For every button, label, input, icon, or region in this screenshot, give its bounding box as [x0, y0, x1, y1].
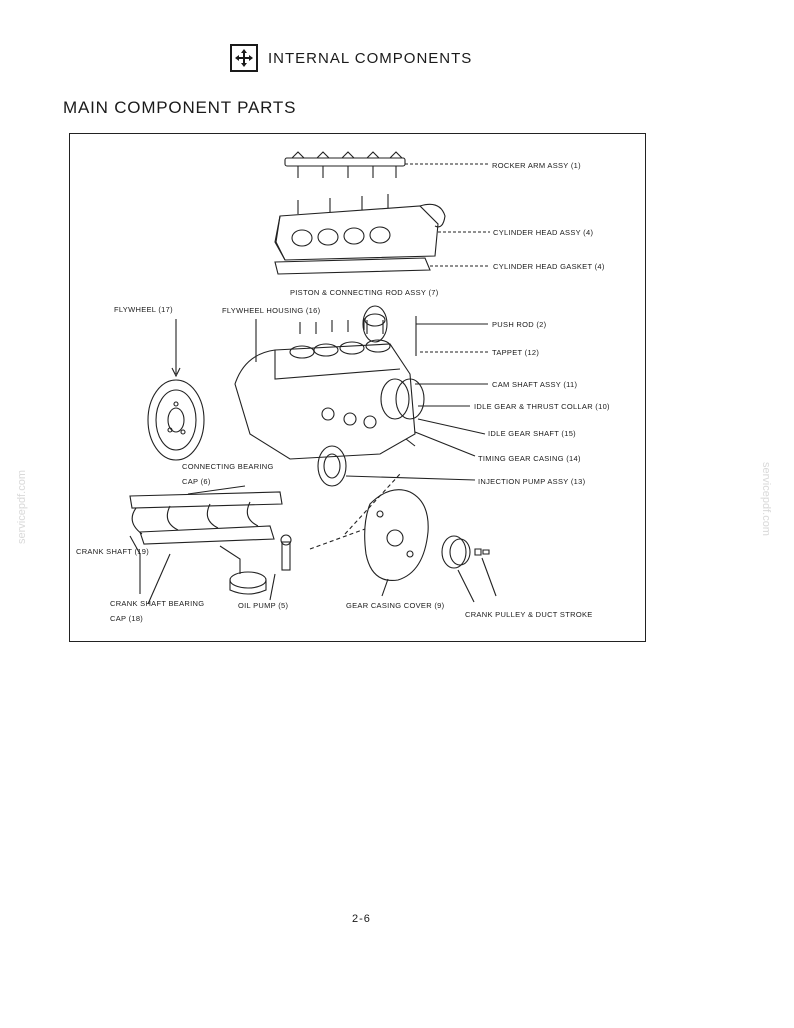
flywheel-drawing [148, 319, 204, 460]
label-oil-pump: OIL PUMP (5) [238, 601, 289, 610]
crank-pulley-drawing [442, 536, 496, 602]
gear-casing-cover-drawing [310, 474, 428, 596]
label-connecting-bearing-cap-line2: CAP (6) [182, 477, 211, 486]
page-title: INTERNAL COMPONENTS [268, 49, 473, 67]
cylinder-head-drawing [275, 194, 490, 274]
injection-pump-drawing [318, 446, 475, 486]
exploded-engine-diagram [69, 133, 646, 642]
label-flywheel: FLYWHEEL (17) [114, 305, 173, 314]
rocker-arm-drawing [285, 152, 490, 178]
label-connecting-bearing-cap-line1: CONNECTING BEARING [182, 462, 274, 471]
crank-shaft-drawing [130, 492, 291, 604]
label-push-rod: PUSH ROD (2) [492, 320, 547, 329]
label-timing-gear-casing: TIMING GEAR CASING (14) [478, 454, 581, 463]
page-number: 2-6 [352, 913, 371, 925]
move-arrows-icon [230, 44, 258, 72]
label-rocker-arm: ROCKER ARM ASSY (1) [492, 161, 581, 170]
label-crank-pulley: CRANK PULLEY & DUCT STROKE [465, 610, 593, 619]
watermark-right: servicepdf.com [760, 462, 772, 536]
label-piston: PISTON & CONNECTING ROD ASSY (7) [290, 288, 439, 297]
label-cam-shaft: CAM SHAFT ASSY (11) [492, 380, 578, 389]
label-idle-gear: IDLE GEAR & THRUST COLLAR (10) [474, 402, 610, 411]
label-flywheel-housing: FLYWHEEL HOUSING (16) [222, 306, 321, 315]
label-cylinder-head-gasket: CYLINDER HEAD GASKET (4) [493, 262, 605, 271]
label-crank-shaft-bearing-cap-line1: CRANK SHAFT BEARING [110, 599, 205, 608]
label-tappet: TAPPET (12) [492, 348, 540, 357]
cylinder-block-drawing [235, 306, 488, 459]
label-idle-gear-shaft: IDLE GEAR SHAFT (15) [488, 429, 576, 438]
label-crank-shaft: CRANK SHAFT (19) [76, 547, 150, 556]
label-cylinder-head: CYLINDER HEAD ASSY (4) [493, 228, 594, 237]
label-crank-shaft-bearing-cap-line2: CAP (18) [110, 614, 144, 623]
label-gear-casing-cover: GEAR CASING COVER (9) [346, 601, 445, 610]
label-injection-pump: INJECTION PUMP ASSY (13) [478, 477, 586, 486]
section-header [230, 44, 472, 72]
watermark-left: servicepdf.com [16, 470, 28, 544]
section-title: MAIN COMPONENT PARTS [63, 98, 297, 117]
